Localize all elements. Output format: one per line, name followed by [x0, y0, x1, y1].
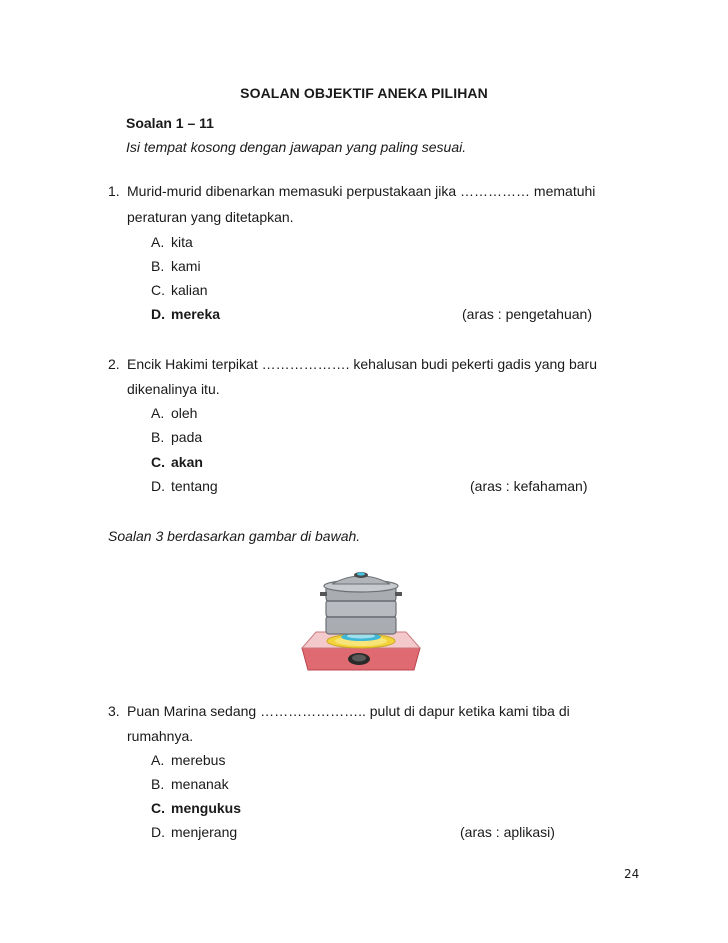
- option-text: mengukus: [171, 800, 242, 816]
- option-text: kita: [171, 234, 193, 250]
- option-letter: A.: [151, 234, 165, 250]
- option-text: tentang: [171, 478, 218, 494]
- option-b: [151, 775, 229, 793]
- option-text: mereka: [171, 306, 221, 322]
- option-text: menanak: [171, 776, 229, 792]
- option-d-correct: [151, 305, 220, 323]
- steamer-pot-on-stove-icon: [296, 570, 426, 675]
- question-number: 2.: [108, 356, 120, 372]
- option-letter: C.: [151, 282, 165, 298]
- option-letter: C.: [151, 800, 165, 816]
- option-text: kalian: [171, 282, 208, 298]
- instruction-text: Isi tempat kosong dengan jawapan yang paling sesuai.: [126, 139, 467, 155]
- option-c: [151, 281, 208, 299]
- option-letter: B.: [151, 429, 165, 445]
- option-d: [151, 823, 237, 841]
- question-number: 1.: [108, 183, 120, 199]
- question-number: 3.: [108, 703, 120, 719]
- option-d: [151, 477, 218, 495]
- difficulty-level: (aras : pengetahuan): [462, 306, 592, 322]
- option-letter: A.: [151, 405, 165, 421]
- option-letter: D.: [151, 478, 165, 494]
- option-a: [151, 751, 225, 769]
- option-letter: B.: [151, 776, 165, 792]
- option-b: [151, 428, 202, 446]
- option-text: menjerang: [171, 824, 238, 840]
- question-text-line-1: Encik Hakimi terpikat ………………. kehalusan budi pekerti gadis yang baru: [127, 356, 597, 372]
- option-text: merebus: [171, 752, 226, 768]
- option-text: akan: [171, 454, 203, 470]
- option-text: kami: [171, 258, 201, 274]
- option-letter: D.: [151, 824, 165, 840]
- option-c-correct: [151, 453, 203, 471]
- question-text-line-2: dikenalinya itu.: [127, 381, 220, 397]
- option-a: [151, 233, 193, 251]
- question-text-line-2: peraturan yang ditetapkan.: [127, 209, 294, 225]
- option-text: oleh: [171, 405, 198, 421]
- image-caption: Soalan 3 berdasarkan gambar di bawah.: [108, 528, 361, 544]
- option-letter: B.: [151, 258, 165, 274]
- page-number: 24: [624, 867, 640, 881]
- question-text-line-2: rumahnya.: [127, 728, 194, 744]
- option-a: [151, 404, 197, 422]
- question-text-line-1: Murid-murid dibenarkan memasuki perpustakaan jika …………… mematuhi: [127, 183, 596, 199]
- section-heading: Soalan 1 – 11: [126, 115, 214, 131]
- option-b: [151, 257, 201, 275]
- option-c-correct: [151, 799, 241, 817]
- page-title: SOALAN OBJEKTIF ANEKA PILIHAN: [240, 85, 488, 101]
- option-letter: A.: [151, 752, 165, 768]
- option-letter: C.: [151, 454, 165, 470]
- difficulty-level: (aras : kefahaman): [470, 478, 588, 494]
- question-text-line-1: Puan Marina sedang ………………….. pulut di dapur ketika kami tiba di: [127, 703, 570, 719]
- difficulty-level: (aras : aplikasi): [460, 824, 555, 840]
- option-letter: D.: [151, 306, 165, 322]
- option-text: pada: [171, 429, 203, 445]
